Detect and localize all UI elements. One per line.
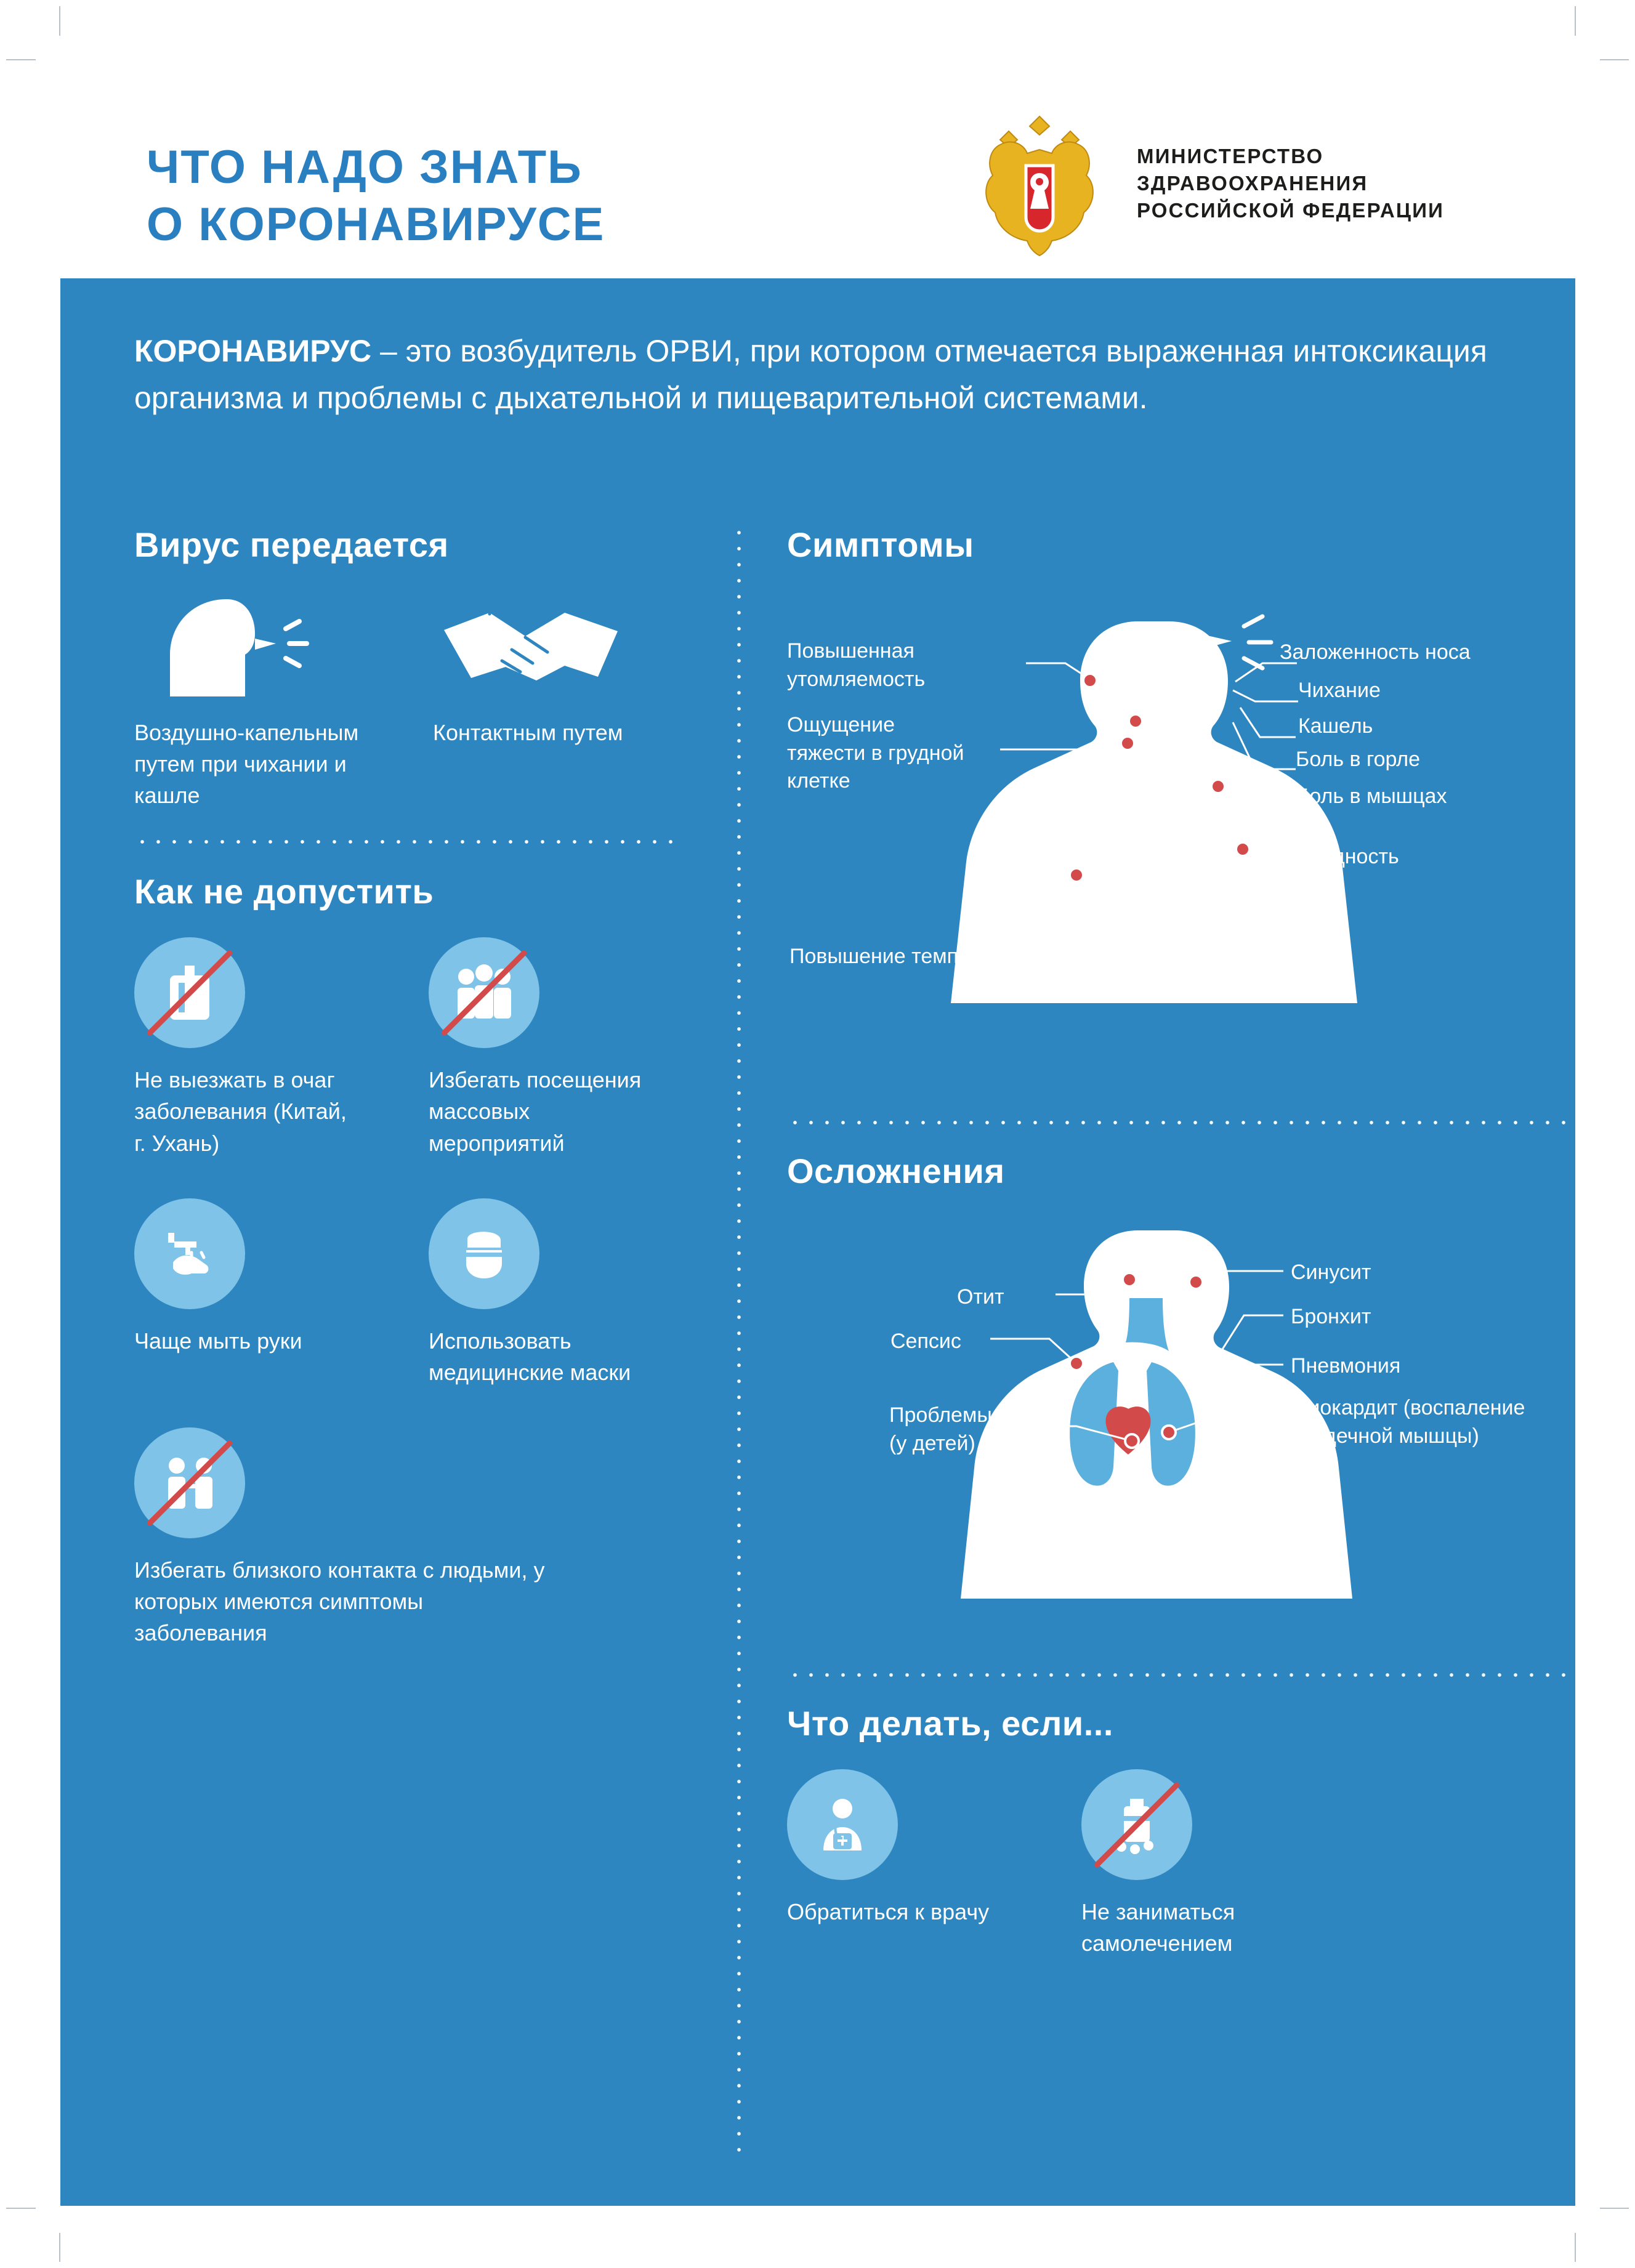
- handwash-icon: [134, 1198, 245, 1309]
- ministry-block: [966, 107, 1444, 260]
- section-heading-symptoms: Симптомы: [787, 525, 974, 564]
- prevention-item-crowds: [429, 937, 650, 1158]
- right-column: [787, 525, 1581, 1959]
- ministry-line-2: ЗДРАВООХРАНЕНИЯ: [1137, 171, 1368, 195]
- ministry-name: [1137, 143, 1444, 225]
- whattodo-label-selfmed: Не заниматься самолечением: [1081, 1899, 1235, 1956]
- doctor-icon: [787, 1769, 898, 1880]
- section-heading-prevention: Как не допустить: [134, 872, 434, 911]
- handshake-icon: [433, 591, 636, 708]
- complication-label-sepsis: Сепсис: [890, 1330, 961, 1353]
- symptom-label-nasal-congestion: Заложенность носа: [1280, 640, 1471, 664]
- complication-label-pneumonia: Пневмония: [1291, 1354, 1401, 1378]
- two-people-contact-icon: [134, 1427, 245, 1538]
- prevention-item-mask: [429, 1198, 650, 1388]
- symptom-label-sneezing: Чихание: [1298, 679, 1381, 702]
- blue-content-panel: [60, 278, 1575, 2206]
- ministry-line-1: МИНИСТЕРСТВО: [1137, 144, 1324, 167]
- left-divider-dots: [134, 839, 676, 844]
- crop-mark-bl-v: [59, 2230, 60, 2262]
- symptom-label-pallor: Бледность: [1296, 845, 1399, 868]
- symptom-label-chest-heaviness: Ощущение тяжести в грудной клетке: [787, 713, 964, 793]
- crop-mark-bl-h: [6, 2208, 38, 2209]
- section-heading-whattodo: Что делать, если...: [787, 1704, 1113, 1743]
- crop-mark-br-h: [1597, 2208, 1629, 2209]
- poster-header: [36, 36, 1600, 282]
- page-title: [147, 139, 605, 253]
- prevention-label-close-contact: Избегать близкого контакта с людьми, у которых имеются симптомы заболевания: [134, 1557, 545, 1646]
- transmission-icons: [134, 591, 713, 811]
- crop-mark-tr-v: [1575, 6, 1576, 38]
- complications-figure: [787, 1217, 1581, 1673]
- lead-paragraph: [134, 328, 1520, 421]
- prevention-label-crowds: Избегать посещения массовых мероприятий: [429, 1067, 642, 1156]
- prevention-item-wash: [134, 1198, 356, 1388]
- left-column: [134, 525, 713, 1649]
- symptom-label-sore-throat: Боль в горле: [1296, 748, 1421, 771]
- sneezing-head-icon: [134, 591, 337, 708]
- symptom-label-muscle-pain: Боль в мышцах: [1296, 785, 1447, 808]
- prevention-row-3: [134, 1427, 713, 1649]
- pill-bottle-icon: [1081, 1769, 1192, 1880]
- crop-mark-tl-v: [59, 6, 60, 38]
- crowd-icon: [429, 937, 539, 1048]
- right-divider-dots-1: [787, 1120, 1569, 1125]
- complication-label-gi: Проблемы с ЖКТ (у детей): [889, 1403, 1059, 1455]
- section-heading-transmission: Вирус передается: [134, 525, 449, 564]
- prevention-row-1: [134, 937, 713, 1158]
- transmission-label-airborne: Воздушно-капельным путем при чихании и кашле: [134, 720, 359, 809]
- prevention-item-travel: [134, 937, 356, 1158]
- vertical-divider-dots: [737, 525, 741, 2163]
- symptom-label-fatigue: Повышенная утомляемость: [787, 639, 926, 691]
- whattodo-item-doctor: [787, 1769, 1009, 1959]
- section-heading-complications: Осложнения: [787, 1152, 1005, 1190]
- complication-label-myocarditis: Миокардит (воспаление сердечной мышцы): [1291, 1396, 1525, 1448]
- prevention-label-mask: Использовать медицинские маски: [429, 1328, 631, 1385]
- lead-strong: КОРОНАВИРУС: [134, 334, 372, 368]
- right-divider-dots-2: [787, 1673, 1569, 1677]
- symptom-label-cough: Кашель: [1298, 714, 1373, 738]
- page-title-line1: ЧТО НАДО ЗНАТЬ: [147, 141, 583, 193]
- crop-mark-br-v: [1575, 2230, 1576, 2262]
- whattodo-label-doctor: Обратиться к врачу: [787, 1899, 990, 1924]
- complication-label-sinusitis: Синусит: [1291, 1261, 1371, 1284]
- symptom-label-fever-chills: Повышение температуры, озноб: [789, 945, 1108, 968]
- symptoms-figure: [787, 591, 1581, 1120]
- transmission-item-contact: [433, 591, 667, 811]
- face-mask-icon: [429, 1198, 539, 1309]
- whattodo-item-selfmed: [1081, 1769, 1303, 1959]
- page-title-line2: О КОРОНАВИРУСЕ: [147, 198, 605, 251]
- poster-page: [36, 36, 1600, 2233]
- prevention-label-travel: Не выезжать в очаг заболевания (Китай, г. Ухань): [134, 1067, 347, 1156]
- lead-rest: – это возбудитель ОРВИ, при котором отмечается выраженная интоксикация организма и проблемы с дыхательной и пищеварительной системами.: [134, 334, 1487, 415]
- ministry-line-3: РОССИЙСКОЙ ФЕДЕРАЦИИ: [1137, 199, 1445, 222]
- prevention-row-2: [134, 1198, 713, 1388]
- crop-mark-tl-h: [6, 59, 38, 60]
- suitcase-icon: [134, 937, 245, 1048]
- whattodo-icons: [787, 1769, 1581, 1959]
- transmission-label-contact: Контактным путем: [433, 720, 623, 745]
- transmission-item-airborne: [134, 591, 374, 811]
- prevention-label-wash: Чаще мыть руки: [134, 1328, 302, 1354]
- complication-label-bronchitis: Бронхит: [1291, 1305, 1371, 1328]
- crop-mark-tr-h: [1597, 59, 1629, 60]
- complication-label-otitis: Отит: [957, 1285, 1004, 1309]
- russian-coat-of-arms-icon: [966, 107, 1113, 260]
- prevention-item-close-contact: [134, 1427, 545, 1649]
